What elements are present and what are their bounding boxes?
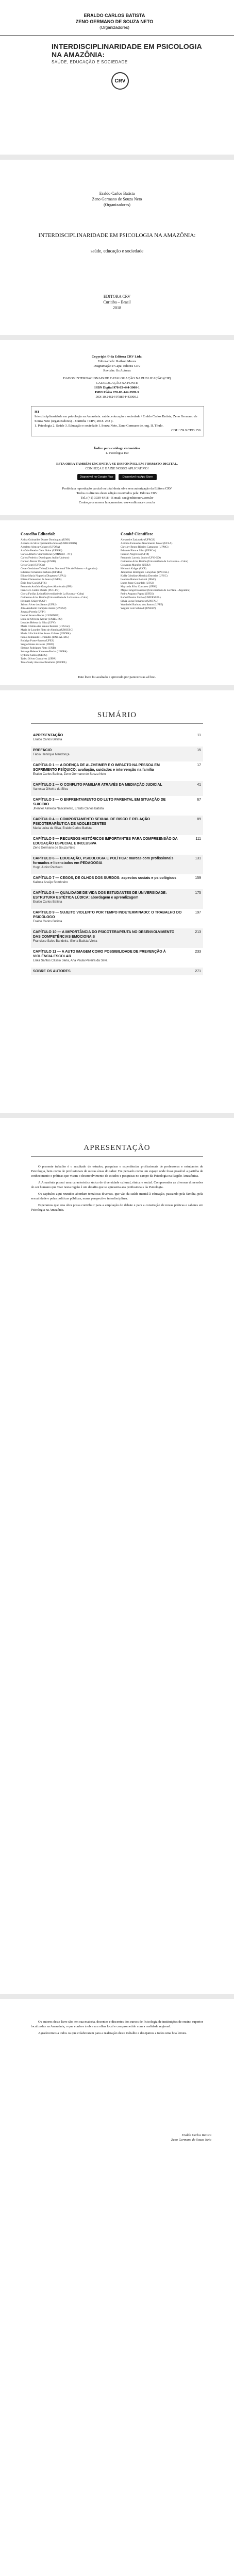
toc-entry-title: SOBRE OS AUTORES <box>33 970 71 973</box>
cover-divider <box>0 35 234 36</box>
rights-notice: Todos os direitos desta edição reservados pela: Editora CRV <box>76 492 158 495</box>
review-line: Revisão: Os Autores <box>103 369 131 372</box>
toc-entry[interactable] <box>31 835 203 855</box>
body-paragraph: Os capítulos aqui reunidos abordam temáticas diversas, que vão da saúde mental à educação, passando pela família, pela sexualidade e pelas políticas públicas, numa perspectiva interdisciplinar. <box>31 1192 203 1200</box>
editorial-member: Paulo Romualdo Hernandes (UNIFAL-MG) <box>21 636 69 639</box>
toc-entry-page: 89 <box>197 818 201 821</box>
toc-entry-author: Jhenifer Almeida Nascimento, Eraldo Carlos Batista <box>33 807 104 810</box>
index-line: 1. Psicologia 150 <box>105 451 129 455</box>
scientific-member: Fauston Negreiros (UFPI) <box>121 553 149 556</box>
body-paragraph: O presente trabalho é o resultado de estudos, pesquisas e experiências profissionais de professores e estudantes de Psicologia, bem como de profissionais de outras áreas do saber. Foi pensado como um espaço onde fosse possível a partilha de conhecimento e práticas que visam o desenvolvimento de estudos e pesquisas no campo da Psicologia na Região Amazônica. <box>31 1165 203 1178</box>
scientific-member: Pedro Augusto Papini (UFES) <box>121 592 154 596</box>
cover-author: ZENO GERMANO DE SOUZA NETO <box>75 19 154 24</box>
toc-entry-title: CAPÍTULO 1 — A DOENÇA DE ALZHEIMER E O IMPACTO NA PESSOA EM SOFRIMENTO PSÍQUICO: avaliação, cuidados e intervenção na família <box>33 764 160 772</box>
editorial-member: Jailson Alves dos Santos (UFRJ) <box>21 603 57 606</box>
presentation-continued-body <box>31 2020 203 2038</box>
scientific-member: Chrisley Bruno Ribeiro Camargos (UFMG) <box>121 546 169 549</box>
toc-entry[interactable] <box>31 732 203 747</box>
toc-entry-row <box>33 837 201 846</box>
cover-title: INTERDISCIPLINARIDADE EM PSICOLOGIA NA AMAZÔNIA: <box>52 42 202 59</box>
toc-entry-page: 131 <box>195 857 201 860</box>
toc-entry-title: CAPÍTULO 7 — CEGOS, DE OLHOS DOS SURDOS: aspectos sociais e psicológicos <box>33 876 177 880</box>
cip-subtitle: CATALOGAÇÃO NA FONTE <box>96 381 138 385</box>
cover-authors <box>37 12 192 31</box>
toc-entry-title: CAPÍTULO 2 — O CONFLITO FAMILIAR ATRAVÉS DA MEDIAÇÃO JUDICIAL <box>33 783 162 787</box>
editorial-member: Rodrigo Pratte-Santos (UFES) <box>21 639 54 642</box>
scientific-member: Giovanna Marafon (UERJ) <box>121 564 151 567</box>
toc-entry-author: Francisco Sales Bandeira, Gloria Batista Vieira <box>33 940 97 943</box>
page-separator <box>0 685 234 690</box>
presentation-heading: APRESENTAÇÃO <box>83 1144 151 1152</box>
presentation-signatures <box>134 2133 211 2142</box>
layout-line: Diagramação e Capa: Editora CRV <box>93 364 141 368</box>
ficha-body: Interdisciplinaridade em psicologia na Amazônia: saúde, educação e sociedade / Eraldo Carlos Batista, Zeno Germano de Souza Neto (organizadores) – Curitiba : CRV, 2018. 232 p. <box>35 415 197 423</box>
editorial-member: Josania Portela (UFPI) <box>21 611 46 614</box>
editorial-member: Eduardo Fernandes Barbosa (UFMG) <box>21 571 62 574</box>
catalog-card <box>31 406 204 436</box>
editorial-council-list <box>21 538 113 665</box>
editorial-member: Tania Suely Azevedo Brasileiro (UFOPA) <box>21 661 66 664</box>
cover-author: ERALDO CARLOS BATISTA <box>83 13 145 18</box>
toc-entry-row <box>33 950 201 959</box>
toc-entry[interactable] <box>31 761 203 781</box>
editorial-member: Fernando Antônio Gonçalves Alcoforado (IPB) <box>21 585 73 588</box>
cover-subtitle: SAÚDE, EDUCAÇÃO E SOCIEDADE <box>52 60 128 64</box>
scientific-member: Guillermo Arias Beatón (Universidade de La Havana – Cuba) <box>121 560 188 563</box>
toc-entry-page: 11 <box>197 734 201 737</box>
toc-entry[interactable] <box>31 747 203 761</box>
ficha-subjects: 1. Psicologia 2. Saúde 3. Educação e sociedade I. Souza Neto, Zeno Germano de. org. II. Título. <box>35 424 164 428</box>
toc-entry-page: 111 <box>195 837 201 841</box>
editorial-member: Maria Cristina dos Santos Bezerra (UFSCar) <box>21 625 70 628</box>
councils-page <box>0 520 234 685</box>
toc-entry-page: 159 <box>195 876 201 880</box>
toc-entry[interactable] <box>31 874 203 889</box>
title-page-title: INTERDISCIPLINARIDADE EM PSICOLOGIA NA AMAZÔNIA: <box>38 232 196 239</box>
toc-entry-author: Fábio Henrique Mendonça <box>33 753 70 756</box>
toc-list <box>31 732 203 975</box>
ficha-cdd: CDU 159.9 CDD 150 <box>171 429 200 432</box>
index-title: Índice para catálogo sistemático <box>94 447 140 450</box>
editorial-member: Andréia da Silva Quintanilha Sousa (UNIR/UFRN) <box>21 542 77 545</box>
copyright-page <box>0 340 234 515</box>
scientific-member: Kirlla Cristhine Almeida Dornelas (UFSC) <box>121 574 168 578</box>
title-page-author: Eraldo Carlos Batista <box>99 191 135 196</box>
copyright-line: Copyright © da Editora CRV Ltda. <box>91 355 143 359</box>
editorial-member: Lourdes Helena da Silva (UFV) <box>21 621 56 624</box>
cover-org-label: (Organizadores) <box>99 25 129 30</box>
editorial-member: Gloria Fariñas León (Universidade de La Havana – Cuba) <box>21 592 84 596</box>
toc-entry-row <box>33 817 201 826</box>
isbn-digital: ISBN Digital 978-85-444-3000-1 <box>94 386 140 389</box>
toc-entry-title: CAPÍTULO 8 — QUALIDADE DE VIDA DOS ESTUDANTES DE UNIVERSIDADE: ESTRUTURA ESTÉTICA LÚDICA: abordagem e aprendizagem <box>33 891 167 900</box>
editorial-member: Elione Maria Nogueira Diogenes (UFAL) <box>21 574 66 578</box>
scientific-member: Jacqueline Rodrigues Gonçalves (UNIFAL) <box>121 571 169 574</box>
councils-columns <box>21 532 213 665</box>
toc-entry-title: CAPÍTULO 9 — SUJEITO VIOLENTO POR TEMPO INDETERMINADO: O TRABALHO DO PSICÓLOGO <box>33 911 182 919</box>
cover-page <box>0 0 234 155</box>
editorial-member: Guillermo Arias Beatón (Universidade de La Havana – Cuba) <box>21 596 88 599</box>
scientific-member: Wanderlei Barbosa dos Santos (UFPE) <box>121 603 163 606</box>
toc-entry-title: CAPÍTULO 10 — A IMPORTÂNCIA DO PSICOTERAPEUTA NO DESENVOLVIMENTO DAS COMPETÊNCIAS EMOCIONAIS <box>33 930 175 939</box>
toc-entry-page: 15 <box>197 749 201 752</box>
title-page-authors <box>0 191 234 208</box>
page-separator <box>0 1994 234 1999</box>
presentation-body <box>31 1164 203 1214</box>
editorial-member: Sydione Santos (UEPG) <box>21 654 47 657</box>
scientific-member: Helmuth Krüger (UCP) <box>121 567 147 570</box>
editorial-member: Carmen Tereza Velanga (UNIR) <box>21 560 56 563</box>
toc-entry[interactable] <box>31 855 203 874</box>
editorial-member: Simone Rodrigues Pinto (UNB) <box>21 647 56 650</box>
toc-entry[interactable] <box>31 928 203 948</box>
editorial-member: Celso Conti (UFSCar) <box>21 564 45 567</box>
scientific-member: Antonio Fernandes Nascimento Junior (UFLA) <box>121 542 173 545</box>
body-paragraph: Esperamos que esta obra possa contribuir para a ampliação do debate e para a construção de novas práticas e saberes em Psicologia na Amazônia. <box>31 1204 203 1212</box>
signature-author: Eraldo Carlos Batista <box>181 2133 211 2137</box>
toc-entry-author: Maria Luiza da Silva, Eraldo Carlos Batista <box>33 827 92 830</box>
ficha-code: I61 <box>35 410 40 414</box>
toc-entry-title: APRESENTAÇÃO <box>33 734 63 737</box>
publisher-name: EDITORA CRV <box>103 294 131 299</box>
publisher-logo: CRV <box>111 72 129 90</box>
toc-entry-author: Kalinca Araújo Sombreiro <box>33 881 68 884</box>
toc-entry[interactable] <box>31 796 203 816</box>
toc-entry[interactable] <box>31 781 203 796</box>
editorial-member: Maria de Lourdes Pinto de Almeida (UNOESC) <box>21 629 73 632</box>
toc-entry-row <box>33 910 201 920</box>
scientific-member: Rafael Pereira Simão (UNIFESSPA) <box>121 596 161 599</box>
toc-divider <box>31 723 203 724</box>
toc-page <box>0 690 234 1113</box>
scientific-member: Eduardo Pinto e Silva (UFSCar) <box>121 549 156 552</box>
toc-entry-row <box>33 891 201 900</box>
toc-entry-row <box>33 783 201 787</box>
scientific-member: Miguel Angel Bousquet (Universidade de La Plata – Argentina) <box>121 589 190 592</box>
toc-entry[interactable] <box>31 909 203 928</box>
toc-entry-title: CAPÍTULO 5 — RECURSOS HISTÓRICOS IMPORTANTES PARA COMPREENSÃO DA EDUCAÇÃO ESPECIAL E INCLUSIVA <box>33 837 178 845</box>
scientific-committee <box>121 532 213 665</box>
scientific-member: Alexandre Zaslavsky (UFRGS) <box>121 538 155 541</box>
cip-header <box>21 376 213 399</box>
title-page-org-label: (Organizadores) <box>104 202 130 207</box>
catalog-index <box>21 446 213 455</box>
editorial-member: Tadeu Oliver Gonçalves (UFPA) <box>21 657 57 660</box>
presentation-divider <box>31 1156 203 1157</box>
toc-entry[interactable] <box>31 968 203 975</box>
toc-entry-author: Eraldo Carlos Batista <box>33 901 62 904</box>
title-page-author: Zeno Germano de Souza Neto <box>92 197 142 201</box>
toc-entry-page: 197 <box>195 911 201 914</box>
toc-entry-title: CAPÍTULO 4 — COMPORTAMENTO SEXUAL DE RISCO E RELAÇÃO PSICOTERAPÊUTICA DE ADOLESCENTES <box>33 818 151 826</box>
toc-heading: SUMÁRIO <box>97 711 137 719</box>
toc-entry-title: CAPÍTULO 3 — O ENFRENTAMENTO DO LUTO PARENTAL EM SITUAÇÃO DE SUICÍDIO <box>33 798 166 806</box>
toc-entry-author: Eraldo Carlos Batista, Zeno Germano de Souza Neto <box>33 773 106 776</box>
reproduction-notice: Proibida a reprodução parcial ou total desta obra sem autorização da Editora CRV <box>62 487 172 490</box>
toc-entry-row <box>33 969 201 974</box>
editorial-member: Sérgio Nunes de Jesus (IFRO) <box>21 643 54 646</box>
editorial-member: Aldira Guimarães Duarte Domínguez (UNB) <box>21 538 70 541</box>
editorial-member: Élsio José Corá (UFFS) <box>21 582 47 585</box>
toc-entry-row <box>33 733 201 738</box>
toc-entry-page: 271 <box>195 970 201 973</box>
cip-title: DADOS INTERNACIONAIS DE CATALOGAÇÃO NA PUBLICAÇÃO (CIP) <box>63 377 171 380</box>
toc-entry-row <box>33 798 201 807</box>
toc-entry-page: 213 <box>195 930 201 934</box>
scientific-member: Mayra da Silva Cutruneo (UFRJ) <box>121 585 157 588</box>
page-separator <box>0 155 234 160</box>
editorial-member: João Adalberto Campato Junior (UNESP) <box>21 607 66 610</box>
scientific-member: Fernando Lacerda Junior (UFG-GO) <box>121 556 161 560</box>
presentation-continued-page <box>0 1999 234 2576</box>
toc-entry-page: 17 <box>197 764 201 767</box>
scientific-member: Leandro Ramos Bolsoni (IFAC) <box>121 578 156 581</box>
body-paragraph: Os autores deste livro são, em sua maioria, docentes e discentes dos cursos de Psicologia de instituições de ensino superior localizadas na Amazônia, o que confere à obra um olhar local e comprometido com a realidade regional. <box>31 2020 203 2028</box>
toc-entry-author: Erika Santos Cássio Sena, Ana Paula Pereira da Silva <box>33 959 108 962</box>
toc-entry-row <box>33 876 201 880</box>
toc-entry[interactable] <box>31 948 203 968</box>
scientific-member: Wagner Luiz Schmidt (UNESP) <box>121 607 156 610</box>
toc-entry-author: Zeno Germano de Souza Neto <box>33 846 75 850</box>
editorial-council-title: Conselho Editorial: <box>21 532 55 536</box>
title-page <box>0 160 234 335</box>
toc-entry-page: 175 <box>195 891 201 895</box>
body-paragraph: A Amazônia possui uma característica única de diversidade cultural, étnica e social. Compreender as diversas dimensões do ser humano que vive nesta região é um desafio que se apresenta aos profissionais da Psicologia. <box>31 1181 203 1189</box>
toc-entry[interactable] <box>31 889 203 909</box>
editorial-member: Maria Lília Imbiriba Sousa Colares (UFOPA) <box>21 632 71 635</box>
presentation-page <box>0 1118 234 1994</box>
toc-entry-author: Eraldo Carlos Batista <box>33 920 62 923</box>
publication-year: 2018 <box>113 306 121 310</box>
contact-line: Tel.: (41) 3039-6418 - E-mail: sac@editoracrv.com.br <box>80 496 154 500</box>
editorial-member: Solange Helena Ximenes-Rocha (UFOPA) <box>21 650 68 653</box>
doi: DOI 10.24824/978854443000.1 <box>95 395 139 399</box>
editorial-member: Leonel Severo Rocha (UNISINOS) <box>21 614 60 617</box>
toc-entry-page: 67 <box>197 798 201 802</box>
scientific-member: Lucas Jorge Gotardelo (UFSJ) <box>121 582 154 585</box>
google-play-badge[interactable]: Disponível no Google Play <box>77 474 115 480</box>
publisher-city: Curitiba – Brasil <box>103 300 131 304</box>
toc-entry-row <box>33 748 201 753</box>
editor-line: Editor-chefe: Railson Moura <box>97 360 137 363</box>
editorial-member: Elizeu Clementino de Souza (UNEB) <box>21 578 62 581</box>
toc-entry-page: 233 <box>195 950 201 954</box>
toc-entry-title: CAPÍTULO 11 — A AUTO IMAGEM COMO POSSIBILIDADE DE PREVENÇÃO À VIOLÊNCIA ESCOLAR <box>33 950 166 958</box>
scientific-committee-list <box>121 538 213 611</box>
scientific-committee-title: Comitê Científico: <box>121 532 153 536</box>
isbn-print: ISBN Físico 978-85-444-2999-9 <box>95 391 139 394</box>
editorial-member: Anselmo Alencar Colares (UFOPA) <box>21 546 60 549</box>
toc-entry-row <box>33 856 201 866</box>
digital-notice <box>21 462 213 471</box>
toc-entry-title: PREFÁCIO <box>33 749 52 752</box>
copyright-credits <box>21 354 213 373</box>
toc-entry-row <box>33 930 201 939</box>
page-separator <box>0 515 234 520</box>
editorial-member: Carlos Alberto Vilar Estêvão (UMINHO – PT) <box>21 553 72 556</box>
digital-notice-line: ESTA OBRA TAMBÉM ENCONTRA-SE DISPONÍVEL EM FORMATO DIGITAL. <box>56 462 178 466</box>
app-notice-line: CONHEÇA E BAIXE NOSSO APLICATIVO! <box>85 467 149 470</box>
app-store-badge[interactable]: Disponível na App Store <box>119 474 157 480</box>
body-paragraph: Agradecemos a todos os que colaboraram para a realização deste trabalho e desejamos a todos uma boa leitura. <box>38 2031 187 2035</box>
toc-entry-author: Hugo Junior Pacheco <box>33 866 63 869</box>
website-line: Conheça os nossos lançamentos: www.editoracrv.com.br <box>79 501 155 504</box>
toc-entry-row <box>33 763 201 772</box>
page-separator <box>0 1113 234 1118</box>
title-page-imprint <box>0 294 234 311</box>
toc-entry[interactable] <box>31 816 203 835</box>
editorial-member: Carlos Federico Dominguez Avila (Unieuro) <box>21 556 70 560</box>
scientific-member: Silvia Lucia Fernandes (UNIFAL) <box>121 600 158 603</box>
editorial-member: Cesar Gerónimo Tello (Univer. Nacional Três de Febrero – Argentina) <box>21 567 97 570</box>
app-badges <box>77 474 157 480</box>
toc-entry-author: Eraldo Carlos Batista <box>33 738 62 741</box>
editorial-member: Helmuth Krüger (UCP) <box>21 600 47 603</box>
toc-entry-page: 41 <box>197 783 201 787</box>
title-page-subtitle: saúde, educação e sociedade <box>90 248 144 253</box>
peer-review-note: Este livro foi avaliado e aprovado por pareceristas ad hoc. <box>78 675 156 679</box>
editorial-member: Lídia de Oliveira Xavier (UNIEURO) <box>21 618 62 621</box>
toc-entry-author: Vanessa Oliveira da Silva <box>33 788 68 791</box>
editorial-council <box>21 532 113 665</box>
editorial-member: Francisco Carlos Duarte (PUC-PR) <box>21 589 59 592</box>
editorial-member: Antônio Pereira Gaio Júnior (UFRRJ) <box>21 549 62 552</box>
publisher-contact <box>21 486 213 505</box>
page-separator <box>0 335 234 340</box>
toc-entry-title: CAPÍTULO 6 — EDUCAÇÃO, PSICOLOGIA E POLÍTICA: marcas com profissionais formados e licenciados em PEDAGOGIA <box>33 857 174 865</box>
signature-author: Zeno Germano de Souza Neto <box>171 2138 211 2142</box>
